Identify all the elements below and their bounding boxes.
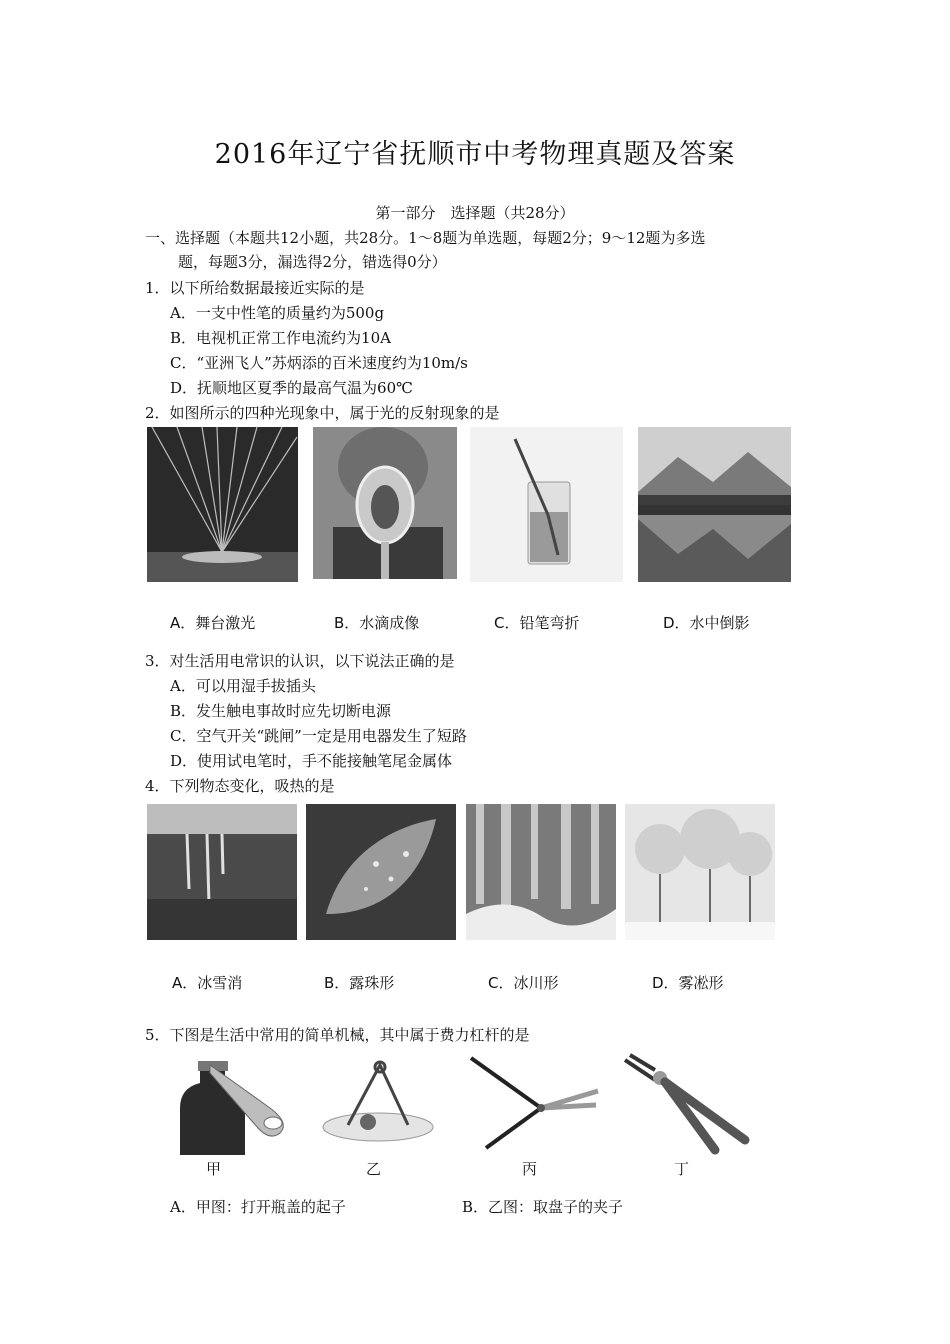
question-1-option-b: B．电视机正常工作电流约为10A (170, 329, 391, 347)
question-1-option-d: D．抚顺地区夏季的最高气温为60℃ (170, 379, 413, 397)
question-5-option-b: B．乙图：取盘子的夹子 (462, 1198, 624, 1216)
dewdrop-leaf-image (306, 804, 456, 940)
question-5-option-a: A．甲图：打开瓶盖的起子 (170, 1198, 346, 1216)
hedge-shears-image (466, 1053, 601, 1155)
question-1-stem: 1．以下所给数据最接近实际的是 (145, 279, 365, 297)
rime-frost-image (625, 804, 775, 940)
question-3-option-a: A．可以用湿手拔插头 (170, 677, 316, 695)
section-instructions-line-1: 一、选择题（本题共12小题，共28分。1～8题为单选题，每题2分；9～12题为多选 (145, 229, 706, 247)
question-5-label-jia: 甲 (206, 1160, 222, 1178)
question-4-caption-d: D．雾凇形 (652, 974, 724, 992)
stage-laser-image (147, 427, 298, 582)
bottle-opener-image (170, 1053, 295, 1155)
question-2-stem: 2．如图所示的四种光现象中，属于光的反射现象的是 (145, 404, 500, 422)
question-2-caption-c: C．铅笔弯折 (494, 614, 580, 632)
section-instructions-line-2: 题，每题3分，漏选得2分，错选得0分） (178, 253, 447, 271)
question-1-option-a: A．一支中性笔的质量约为500g (170, 304, 385, 322)
bent-pencil-image (470, 427, 623, 582)
glacier-image (466, 804, 616, 940)
page-title: 2016年辽宁省抚顺市中考物理真题及答案 (214, 139, 736, 170)
question-4-caption-c: C．冰川形 (488, 974, 559, 992)
water-reflection-image (638, 427, 791, 582)
question-5-label-ding: 丁 (674, 1160, 690, 1178)
question-4-caption-a: A．冰雪消 (172, 974, 243, 992)
plate-clamp-image (318, 1055, 438, 1150)
pliers-image (620, 1050, 755, 1155)
water-drop-image (313, 427, 457, 579)
question-3-option-d: D．使用试电笔时，手不能接触笔尾金属体 (170, 752, 453, 770)
part-heading: 第一部分 选择题（共28分） (375, 204, 575, 222)
question-1-option-c: C．“亚洲飞人”苏炳添的百米速度约为10m/s (170, 354, 468, 372)
question-2-caption-a: A．舞台激光 (170, 614, 256, 632)
question-4-caption-b: B．露珠形 (324, 974, 395, 992)
question-4-stem: 4．下列物态变化，吸热的是 (145, 777, 335, 795)
question-3-option-c: C．空气开关“跳闸”一定是用电器发生了短路 (170, 727, 467, 745)
question-5-stem: 5．下图是生活中常用的简单机械，其中属于费力杠杆的是 (145, 1026, 530, 1044)
question-5-label-yi: 乙 (366, 1160, 382, 1178)
question-3-option-b: B．发生触电事故时应先切断电源 (170, 702, 392, 720)
melting-ice-image (147, 804, 297, 940)
question-2-caption-b: B．水滴成像 (334, 614, 420, 632)
question-2-caption-d: D．水中倒影 (663, 614, 750, 632)
question-3-stem: 3．对生活用电常识的认识，以下说法正确的是 (145, 652, 455, 670)
question-5-label-bing: 丙 (522, 1160, 538, 1178)
